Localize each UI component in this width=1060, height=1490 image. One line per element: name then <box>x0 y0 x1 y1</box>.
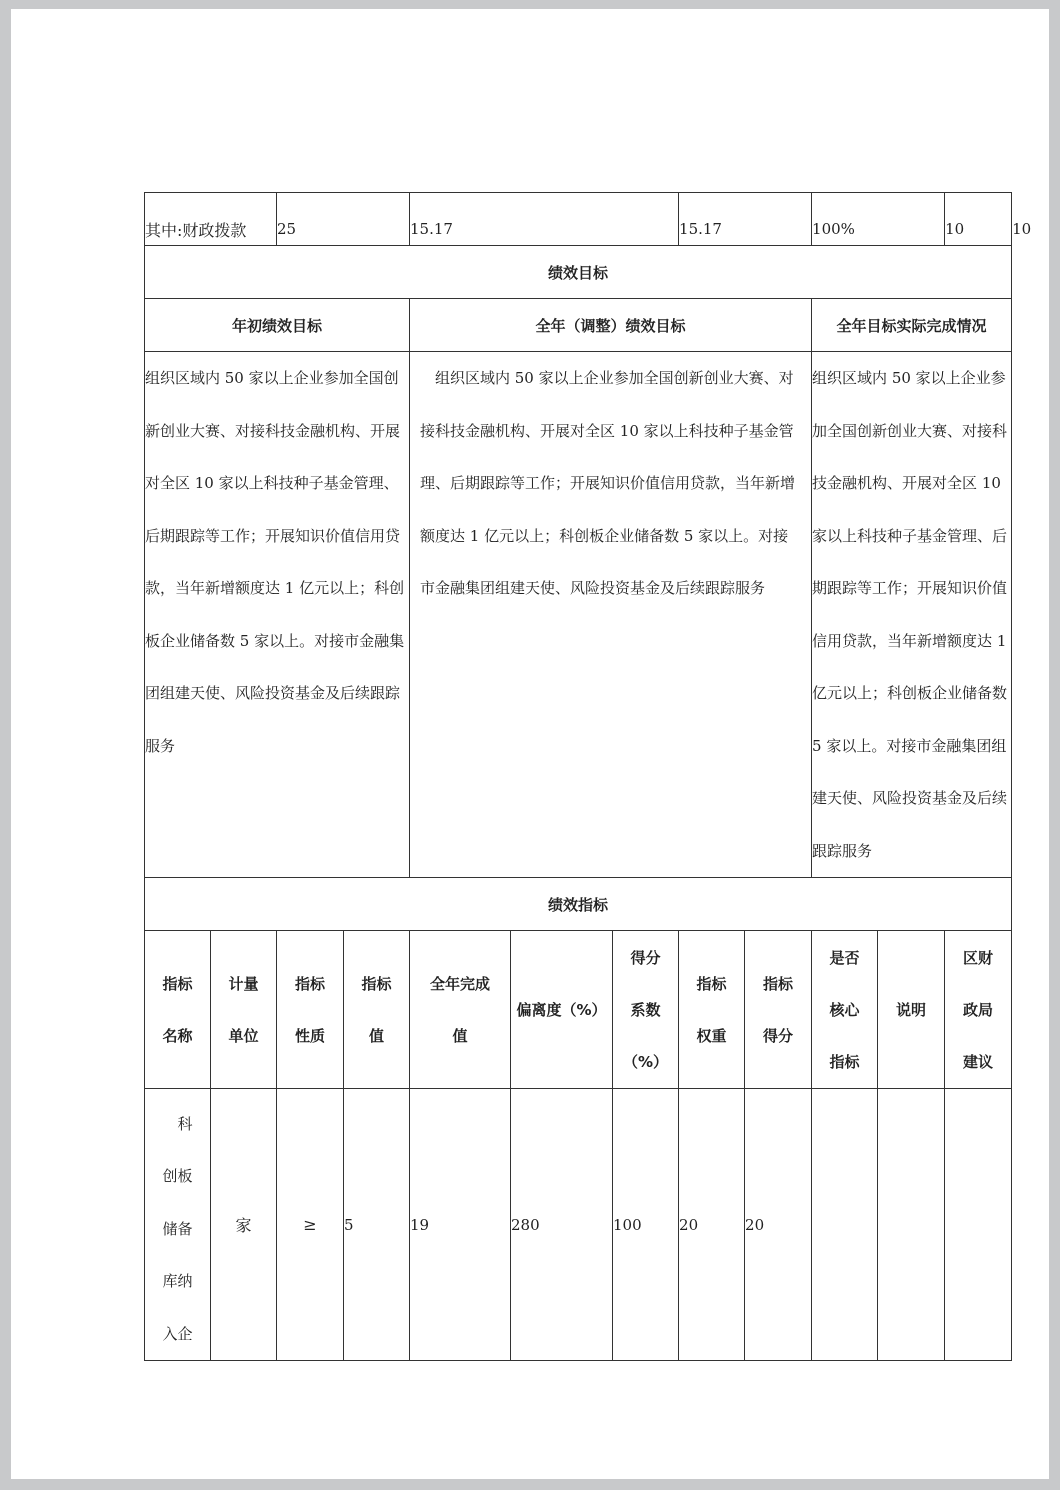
indicator-score: 20 <box>745 1089 812 1361</box>
table-row <box>145 1089 1012 1361</box>
indicator-nature: ≥ <box>277 1089 344 1361</box>
goals-initial-text: 组织区域内 50 家以上企业参加全国创新创业大赛、对接科技金融机构、开展对全区 10 家以上科技种子基金管理、后期跟踪等工作；开展知识价值信用贷款，当年新增额度达 1 亿元以上；科创板企业储备数 5 家以上。对接市金融集团组建天使、风险投资基金及后续跟踪服务 <box>145 352 410 878</box>
header-score: 指标 得分 <box>745 931 812 1089</box>
indicator-weight: 20 <box>679 1089 745 1361</box>
goals-actual-text: 组织区域内 50 家以上企业参加全国创新创业大赛、对接科技金融机构、开展对全区 10 家以上科技种子基金管理、后期跟踪等工作；开展知识价值信用贷款，当年新增额度达 1 亿元以上；科创板企业储备数 5 家以上。对接市金融集团组建天使、风险投资基金及后续跟踪服务 <box>812 352 1012 878</box>
header-core-indicator: 是否 核心 指标 <box>812 931 878 1089</box>
indicator-core <box>812 1089 878 1361</box>
header-coefficient: 得分 系数 （%） <box>613 931 679 1089</box>
indicators-section-title: 绩效指标 <box>145 878 1012 931</box>
budget-weight-value: 10 <box>945 193 1012 246</box>
indicator-actual: 19 <box>410 1089 511 1361</box>
performance-table <box>144 192 1032 1361</box>
header-target-value: 指标 值 <box>344 931 410 1089</box>
budget-executed-value: 15.17 <box>679 193 812 246</box>
header-note: 说明 <box>878 931 945 1089</box>
indicator-name: 科 创板 储备 库纳 入企 <box>145 1089 211 1361</box>
goals-col-adjusted: 全年（调整）绩效目标 <box>410 299 812 352</box>
header-nature: 指标 性质 <box>277 931 344 1089</box>
indicator-header-row <box>145 931 1012 1089</box>
goals-col-actual: 全年目标实际完成情况 <box>812 299 1012 352</box>
indicator-deviation: 280 <box>511 1089 613 1361</box>
indicator-suggestion <box>945 1089 1012 1361</box>
indicator-coefficient: 100 <box>613 1089 679 1361</box>
header-actual-value: 全年完成 值 <box>410 931 511 1089</box>
header-deviation: 偏离度（%） <box>511 931 613 1089</box>
indicator-unit: 家 <box>211 1089 277 1361</box>
goals-col-initial: 年初绩效目标 <box>145 299 410 352</box>
budget-row: 其中:财政拨款 25 15.17 15.17 100% 10 10 <box>145 193 1012 246</box>
budget-rate-value: 100% <box>812 193 945 246</box>
budget-total-value: 15.17 <box>410 193 679 246</box>
indicator-note <box>878 1089 945 1361</box>
header-unit: 计量 单位 <box>211 931 277 1089</box>
budget-annual-value: 25 <box>277 193 410 246</box>
header-indicator-name: 指标 名称 <box>145 931 211 1089</box>
header-weight: 指标 权重 <box>679 931 745 1089</box>
document-page <box>11 9 1049 1479</box>
indicator-target: 5 <box>344 1089 410 1361</box>
goals-section-title: 绩效目标 <box>145 246 1012 299</box>
header-suggestion: 区财 政局 建议 <box>945 931 1012 1089</box>
budget-label: 其中:财政拨款 <box>145 193 277 246</box>
goals-adjusted-text: 组织区域内 50 家以上企业参加全国创新创业大赛、对接科技金融机构、开展对全区 10 家以上科技种子基金管理、后期跟踪等工作；开展知识价值信用贷款，当年新增额度达 1 亿元以上；科创板企业储备数 5 家以上。对接市金融集团组建天使、风险投资基金及后续跟踪服务 <box>410 352 812 878</box>
